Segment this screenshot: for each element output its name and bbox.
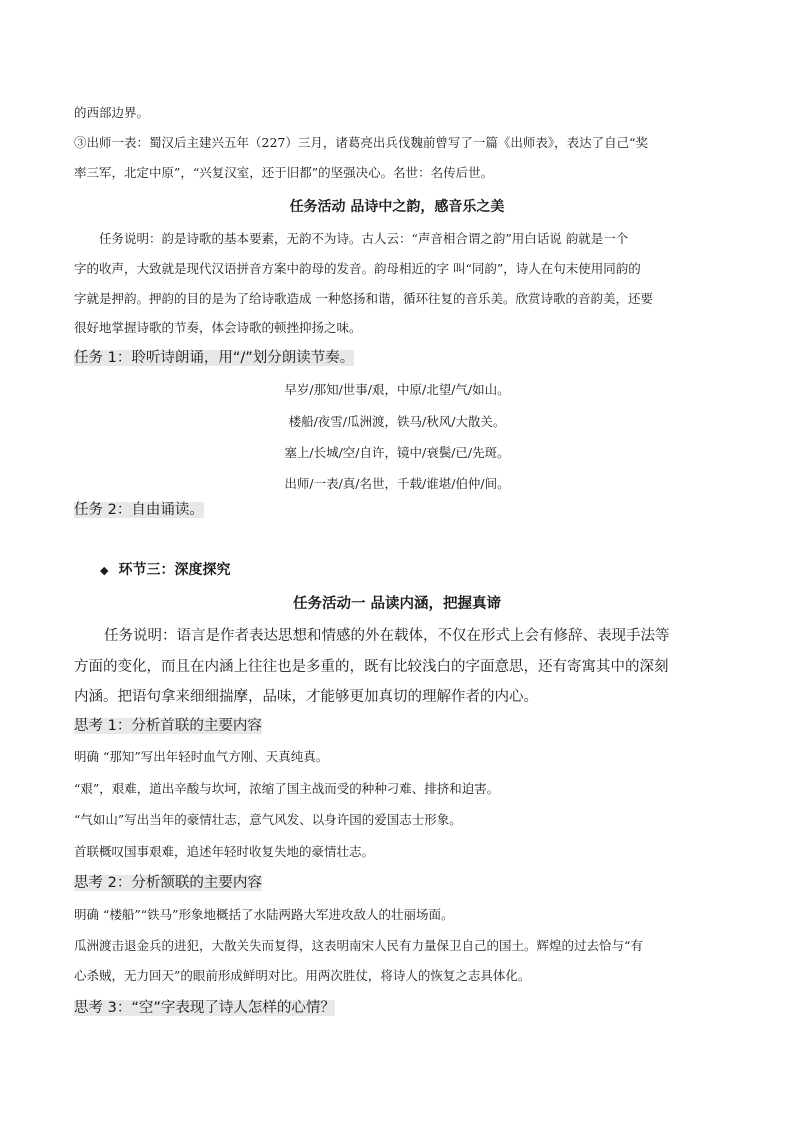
answer1-line-2: “艰”，艰难，道出辛酸与坎坷，浓缩了国主战而受的种种刁难、排挤和迫害。 [74, 781, 500, 796]
answer2-line-3: 心杀贼，无力回天”的眼前形成鲜明对比。用两次胜仗，将诗人的恢复之志具体化。 [74, 968, 531, 983]
activity1-desc-3: 内涵。把语句拿来细细揣摩，品味，才能够更加真切的理解作者的内心。 [74, 689, 538, 705]
task-2: 任务 2：自由诵读。 [74, 502, 204, 518]
answer2-line-2: 瓜洲渡击退金兵的进犯，大散关失而复得，这表明南宋人民有力量保卫自己的国土。辉煌的过去恰与“有 [74, 938, 643, 953]
task-music-desc-3: 字就是押韵。押韵的目的是为了给诗歌造成 一种悠扬和谐，循环往复的音乐美。欣赏诗歌的音韵美，还要 [74, 291, 653, 306]
intro-line-2: ③出师一表：蜀汉后主建兴五年（227）三月，诸葛亮出兵伐魏前曾写了一篇《出师表》，表达了自己“奖 [74, 135, 649, 150]
activity1-desc-1: 任务说明：语言是作者表达思想和情感的外在载体，不仅在形式上会有修辞、表现手法等 [104, 628, 670, 644]
poem-line-1: 早岁/那知/世事/艰，中原/北望/气/如山。 [284, 382, 510, 397]
answer1-line-3: “气如山”写出当年的豪情壮志，意气风发、以身许国的爱国志士形象。 [74, 812, 462, 827]
intro-line-1: 的西部边界。 [74, 105, 150, 120]
poem-line-3: 塞上/长城/空/自许，镜中/衰鬓/已/先斑。 [284, 445, 510, 460]
activity1-title: 任务活动一 品读内涵，把握真谛 [292, 596, 502, 612]
intro-line-3: 率三军，北定中原”，“兴复汉室，还于旧都”的坚强决心。名世：名传后世。 [74, 165, 494, 180]
section3-heading: ◆ 环节三：深度探究 [100, 562, 231, 578]
answer1-line-4: 首联概叹国事艰难，追述年轻时收复失地的豪情壮志。 [74, 844, 375, 859]
answer2-line-1: 明确 “楼船”“铁马”形象地概括了水陆两路大军进攻敌人的壮丽场面。 [74, 907, 454, 922]
think-2: 思考 2：分析颔联的主要内容 [74, 875, 262, 891]
answer1-line-1: 明确 “那知”写出年轻时血气方刚、天真纯真。 [74, 749, 329, 764]
task-music-desc-4: 很好地掌握诗歌的节奏，体会诗歌的顿挫抑扬之味。 [74, 320, 362, 335]
task-music-title: 任务活动 品诗中之韵，感音乐之美 [289, 199, 505, 215]
think-3: 思考 3：“空”字表现了诗人怎样的心情？ [74, 1000, 335, 1016]
think-1: 思考 1：分析首联的主要内容 [74, 718, 262, 734]
diamond-bullet-icon: ◆ [100, 564, 109, 577]
task-music-desc-1: 任务说明：韵是诗歌的基本要素，无韵不为诗。古人云：“声音相合谓之韵”用白话说 韵就是一个 [99, 231, 629, 246]
poem-line-4: 出师/一表/真/名世，千载/谁堪/伯仲/间。 [284, 476, 510, 491]
task-music-desc-2: 字的收声，大致就是现代汉语拼音方案中韵母的发音。韵母相近的字 叫“同韵”，诗人在句末使用同韵的 [74, 261, 641, 276]
activity1-desc-2: 方面的变化，而且在内涵上往往也是多重的，既有比较浅白的字面意思，还有寄寓其中的深刻 [74, 659, 669, 675]
task-1: 任务 1：聆听诗朗诵，用“/”划分朗读节奏。 [74, 350, 355, 366]
poem-line-2: 楼船/夜雪/瓜洲渡，铁马/秋风/大散关。 [288, 414, 506, 429]
